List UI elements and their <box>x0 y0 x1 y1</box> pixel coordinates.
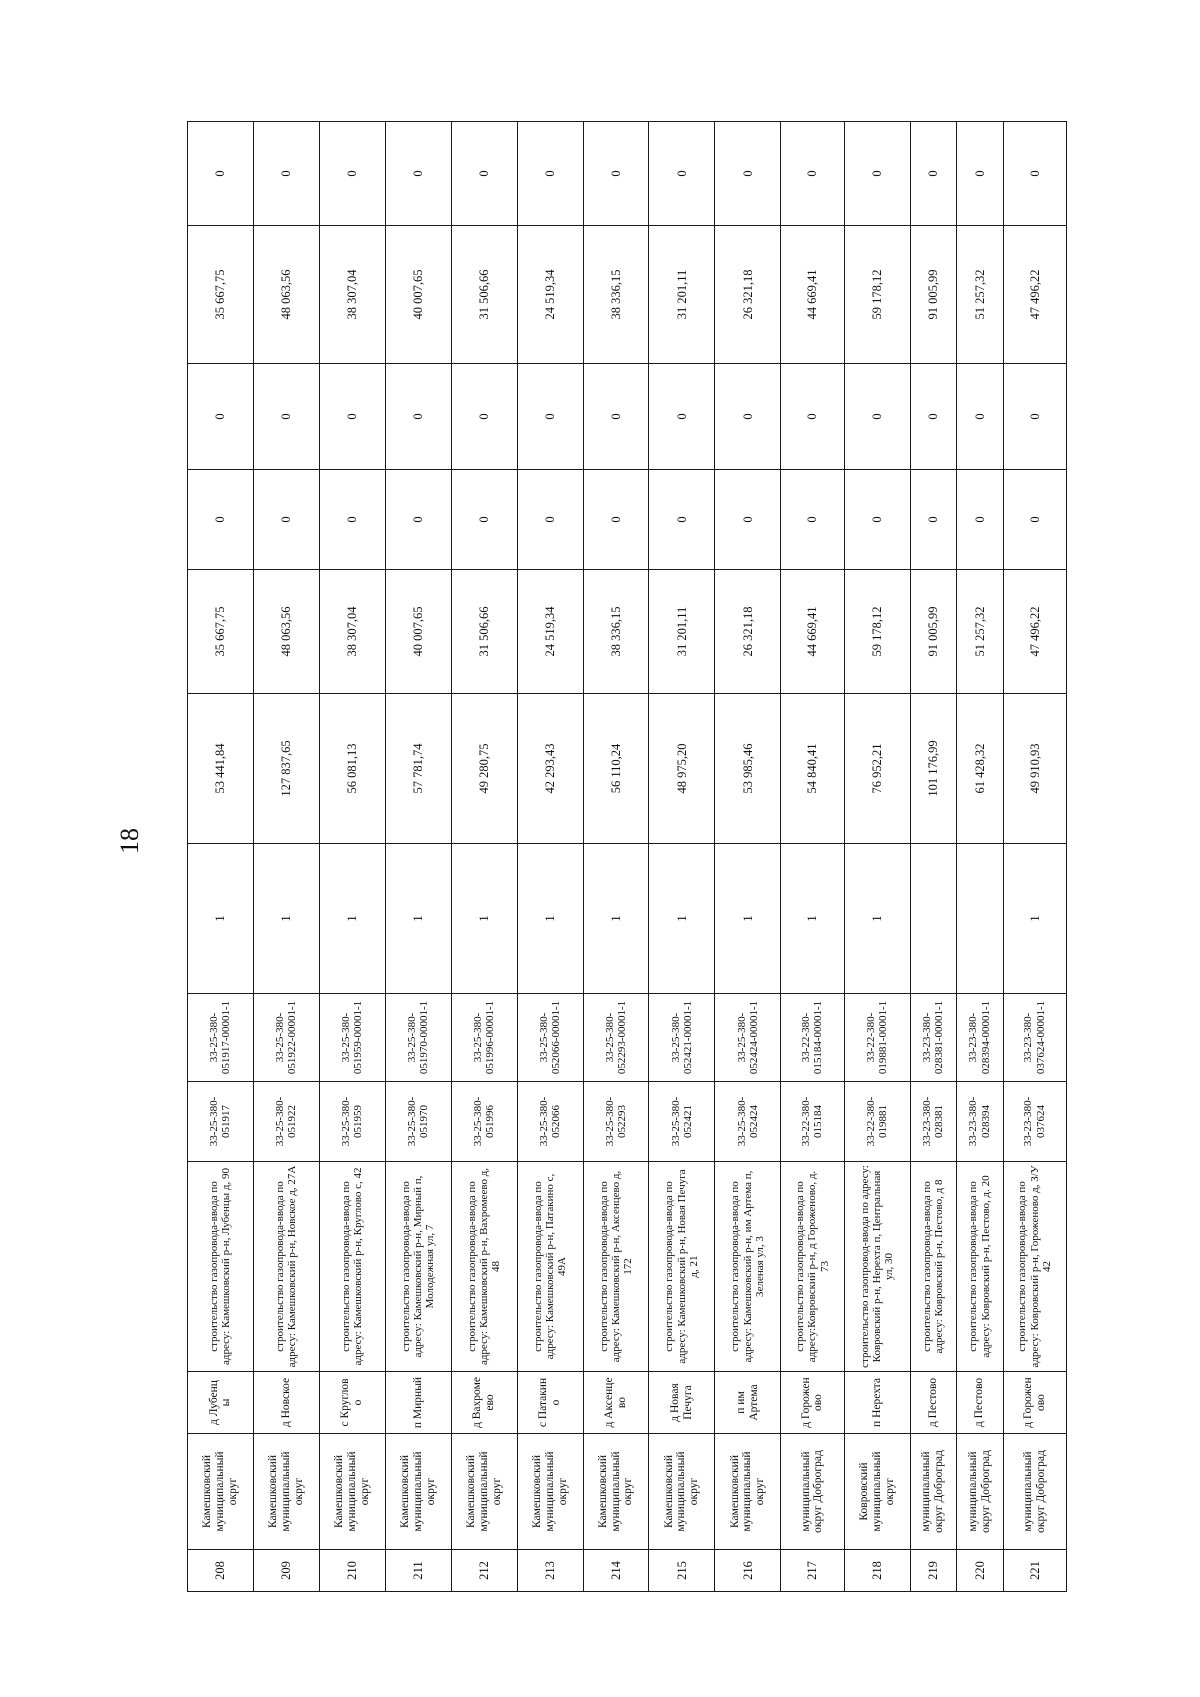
work-description-cell: строительство газопровода-ввода по адресу: Камешковский р-н, им Артема п, Зеленая ул, 3 <box>715 1162 781 1372</box>
object-code-cell: 33-25-380-052421 <box>649 1082 715 1162</box>
settlement-cell: д Пестово <box>910 1372 956 1434</box>
amount-cell-5: 0 <box>451 122 517 226</box>
settlement-cell: с Патакин о <box>517 1372 583 1434</box>
object-code-cell: 33-25-380-052293 <box>583 1082 649 1162</box>
amount-cell-1: 40 007,65 <box>385 570 451 694</box>
quantity-cell: 1 <box>319 844 385 994</box>
amount-cell-1: 59 178,12 <box>844 570 910 694</box>
object-full-code-cell: 33-25-380-051959-00001-1 <box>319 994 385 1082</box>
amount-cell-1: 26 321,18 <box>715 570 781 694</box>
object-full-code-cell: 33-23-380-028394-00001-1 <box>957 994 1003 1082</box>
amount-cell-5: 0 <box>957 122 1003 226</box>
object-code-cell: 33-25-380-051970 <box>385 1082 451 1162</box>
table-row <box>1003 122 1066 1592</box>
row-number-cell: 215 <box>649 1550 715 1592</box>
quantity-cell: 1 <box>583 844 649 994</box>
municipality-cell: муниципальный округ Доброград <box>1003 1434 1066 1550</box>
amount-cell-1: 44 669,41 <box>781 570 844 694</box>
total-cost-cell: 61 428,32 <box>957 694 1003 844</box>
total-cost-cell: 53 441,84 <box>188 694 254 844</box>
amount-cell-4: 48 063,56 <box>253 226 319 364</box>
table-row <box>957 122 1003 1592</box>
municipality-cell: Камешковский муниципальный округ <box>451 1434 517 1550</box>
amount-cell-4: 38 307,04 <box>319 226 385 364</box>
amount-cell-3: 0 <box>517 364 583 470</box>
total-cost-cell: 49 280,75 <box>451 694 517 844</box>
row-number-cell: 209 <box>253 1550 319 1592</box>
work-description-cell: строительство газопровода-ввода по адресу: Камешковский р-н, Круглово с, 42 <box>319 1162 385 1372</box>
row-number-cell: 220 <box>957 1550 1003 1592</box>
settlement-cell: д Вахроме ево <box>451 1372 517 1434</box>
total-cost-cell: 54 840,41 <box>781 694 844 844</box>
work-description-cell: строительство газопровода-ввода по адресу: Камешковский р-н, Новая Печуга д, 21 <box>649 1162 715 1372</box>
amount-cell-4: 35 667,75 <box>188 226 254 364</box>
table-row <box>517 122 583 1592</box>
amount-cell-2: 0 <box>385 470 451 570</box>
total-cost-cell: 49 910,93 <box>1003 694 1066 844</box>
work-description-cell: строительство газопровода-ввода по адресу:Ковровский р-н, д Гороженово, д. 73 <box>781 1162 844 1372</box>
amount-cell-4: 24 519,34 <box>517 226 583 364</box>
municipality-cell: Камешковский муниципальный округ <box>517 1434 583 1550</box>
rotated-table-container <box>187 122 1067 1592</box>
amount-cell-4: 31 201,11 <box>649 226 715 364</box>
amount-cell-2: 0 <box>649 470 715 570</box>
amount-cell-5: 0 <box>385 122 451 226</box>
amount-cell-3: 0 <box>781 364 844 470</box>
amount-cell-2: 0 <box>517 470 583 570</box>
row-number-cell: 213 <box>517 1550 583 1592</box>
amount-cell-5: 0 <box>1003 122 1066 226</box>
table-row <box>319 122 385 1592</box>
amount-cell-2: 0 <box>957 470 1003 570</box>
object-code-cell: 33-25-380-051959 <box>319 1082 385 1162</box>
work-description-cell: строительство газопровода-ввода по адресу: Камешковский р-н, Аксенцево д, 172 <box>583 1162 649 1372</box>
object-full-code-cell: 33-25-380-051917-00001-1 <box>188 994 254 1082</box>
quantity-cell: 1 <box>715 844 781 994</box>
table-row <box>715 122 781 1592</box>
amount-cell-2: 0 <box>583 470 649 570</box>
work-description-cell: строительство газопровод-ввода по адресу: Ковровский р-н, Нерехта п, Центральная ул, 30 <box>844 1162 910 1372</box>
work-description-cell: строительство газопровода-ввода по адресу: Камешковский р-н, Патакино с, 49А <box>517 1162 583 1372</box>
municipality-cell: Ковровский муниципальный округ <box>844 1434 910 1550</box>
work-description-cell: строительство газопровода-ввода по адресу: Камешковский р-н, Лубенцы д, 90 <box>188 1162 254 1372</box>
total-cost-cell: 101 176,99 <box>910 694 956 844</box>
object-full-code-cell: 33-25-380-052424-00001-1 <box>715 994 781 1082</box>
settlement-cell: д Новая Печуга <box>649 1372 715 1434</box>
work-description-cell: строительство газопровода-ввода по адресу: Камешковский р-н, Мирный п, Молодежная ул, 7 <box>385 1162 451 1372</box>
settlement-cell: д Новское <box>253 1372 319 1434</box>
row-number-cell: 216 <box>715 1550 781 1592</box>
total-cost-cell: 76 952,21 <box>844 694 910 844</box>
total-cost-cell: 56 081,13 <box>319 694 385 844</box>
settlement-cell: д Горожен ово <box>1003 1372 1066 1434</box>
municipality-cell: Камешковский муниципальный округ <box>715 1434 781 1550</box>
quantity-cell: 1 <box>385 844 451 994</box>
object-code-cell: 33-22-380-015184 <box>781 1082 844 1162</box>
object-full-code-cell: 33-25-380-051996-00001-1 <box>451 994 517 1082</box>
table-row <box>781 122 844 1592</box>
object-code-cell: 33-25-380-052424 <box>715 1082 781 1162</box>
amount-cell-3: 0 <box>583 364 649 470</box>
amount-cell-1: 38 307,04 <box>319 570 385 694</box>
amount-cell-2: 0 <box>715 470 781 570</box>
amount-cell-1: 31 201,11 <box>649 570 715 694</box>
amount-cell-1: 51 257,32 <box>957 570 1003 694</box>
object-full-code-cell: 33-25-380-051970-00001-1 <box>385 994 451 1082</box>
object-full-code-cell: 33-23-380-037624-00001-1 <box>1003 994 1066 1082</box>
row-number-cell: 221 <box>1003 1550 1066 1592</box>
amount-cell-3: 0 <box>451 364 517 470</box>
municipality-cell: муниципальный округ Доброград <box>957 1434 1003 1550</box>
amount-cell-2: 0 <box>844 470 910 570</box>
object-full-code-cell: 33-22-380-015184-00001-1 <box>781 994 844 1082</box>
amount-cell-1: 91 005,99 <box>910 570 956 694</box>
object-code-cell: 33-22-380-019881 <box>844 1082 910 1162</box>
amount-cell-3: 0 <box>844 364 910 470</box>
total-cost-cell: 127 837,65 <box>253 694 319 844</box>
table-row <box>451 122 517 1592</box>
quantity-cell: 1 <box>517 844 583 994</box>
settlement-cell: с Круглов о <box>319 1372 385 1434</box>
amount-cell-5: 0 <box>253 122 319 226</box>
work-description-cell: строительство газопровода-ввода по адресу: Ковровский р-н, Пестово, д 8 <box>910 1162 956 1372</box>
settlement-cell: п Нерехта <box>844 1372 910 1434</box>
amount-cell-3: 0 <box>715 364 781 470</box>
municipality-cell: Камешковский муниципальный округ <box>319 1434 385 1550</box>
amount-cell-5: 0 <box>319 122 385 226</box>
amount-cell-2: 0 <box>910 470 956 570</box>
object-code-cell: 33-25-380-052066 <box>517 1082 583 1162</box>
object-full-code-cell: 33-25-380-052421-00001-1 <box>649 994 715 1082</box>
object-full-code-cell: 33-25-380-052293-00001-1 <box>583 994 649 1082</box>
municipality-cell: Камешковский муниципальный округ <box>649 1434 715 1550</box>
object-full-code-cell: 33-22-380-019881-00001-1 <box>844 994 910 1082</box>
amount-cell-4: 47 496,22 <box>1003 226 1066 364</box>
settlement-cell: д Лубенц ы <box>188 1372 254 1434</box>
amount-cell-3: 0 <box>910 364 956 470</box>
row-number-cell: 214 <box>583 1550 649 1592</box>
amount-cell-4: 31 506,66 <box>451 226 517 364</box>
amount-cell-2: 0 <box>1003 470 1066 570</box>
amount-cell-1: 38 336,15 <box>583 570 649 694</box>
amount-cell-1: 47 496,22 <box>1003 570 1066 694</box>
amount-cell-2: 0 <box>253 470 319 570</box>
quantity-cell: 1 <box>451 844 517 994</box>
amount-cell-3: 0 <box>385 364 451 470</box>
municipality-cell: муниципальный округ Доброград <box>910 1434 956 1550</box>
table-row <box>253 122 319 1592</box>
settlement-cell: д Пестово <box>957 1372 1003 1434</box>
total-cost-cell: 56 110,24 <box>583 694 649 844</box>
quantity-cell: 1 <box>781 844 844 994</box>
amount-cell-4: 40 007,65 <box>385 226 451 364</box>
amount-cell-3: 0 <box>649 364 715 470</box>
object-code-cell: 33-25-380-051922 <box>253 1082 319 1162</box>
row-number-cell: 212 <box>451 1550 517 1592</box>
object-code-cell: 33-23-380-037624 <box>1003 1082 1066 1162</box>
amount-cell-4: 59 178,12 <box>844 226 910 364</box>
page-number: 18 <box>115 828 144 854</box>
quantity-cell: 1 <box>188 844 254 994</box>
row-number-cell: 217 <box>781 1550 844 1592</box>
amount-cell-3: 0 <box>1003 364 1066 470</box>
amount-cell-4: 91 005,99 <box>910 226 956 364</box>
quantity-cell: 1 <box>1003 844 1066 994</box>
table-row <box>385 122 451 1592</box>
settlement-cell: д Аксенце во <box>583 1372 649 1434</box>
municipality-cell: муниципальный округ Доброград <box>781 1434 844 1550</box>
quantity-cell: 1 <box>649 844 715 994</box>
row-number-cell: 218 <box>844 1550 910 1592</box>
amount-cell-5: 0 <box>583 122 649 226</box>
amount-cell-2: 0 <box>188 470 254 570</box>
total-cost-cell: 42 293,43 <box>517 694 583 844</box>
amount-cell-1: 35 667,75 <box>188 570 254 694</box>
object-full-code-cell: 33-23-380-028381-00001-1 <box>910 994 956 1082</box>
object-full-code-cell: 33-25-380-051922-00001-1 <box>253 994 319 1082</box>
quantity-cell: 1 <box>253 844 319 994</box>
object-code-cell: 33-25-380-051917 <box>188 1082 254 1162</box>
amount-cell-5: 0 <box>715 122 781 226</box>
amount-cell-3: 0 <box>957 364 1003 470</box>
amount-cell-4: 51 257,32 <box>957 226 1003 364</box>
amount-cell-4: 26 321,18 <box>715 226 781 364</box>
total-cost-cell: 53 985,46 <box>715 694 781 844</box>
total-cost-cell: 48 975,20 <box>649 694 715 844</box>
quantity-cell <box>910 844 956 994</box>
work-description-cell: строительство газопровода-ввода по адресу: Камешковский р-н, Вахромеево д, 48 <box>451 1162 517 1372</box>
amount-cell-2: 0 <box>451 470 517 570</box>
amount-cell-2: 0 <box>319 470 385 570</box>
quantity-cell: 1 <box>844 844 910 994</box>
municipality-cell: Камешковский муниципальный округ <box>188 1434 254 1550</box>
row-number-cell: 208 <box>188 1550 254 1592</box>
amount-cell-5: 0 <box>517 122 583 226</box>
amount-cell-3: 0 <box>188 364 254 470</box>
settlement-cell: п Мирный <box>385 1372 451 1434</box>
municipality-cell: Камешковский муниципальный округ <box>385 1434 451 1550</box>
amount-cell-4: 44 669,41 <box>781 226 844 364</box>
object-code-cell: 33-23-380-028381 <box>910 1082 956 1162</box>
amount-cell-5: 0 <box>844 122 910 226</box>
quantity-cell <box>957 844 1003 994</box>
table-row <box>188 122 254 1592</box>
data-table <box>187 121 1067 1592</box>
municipality-cell: Камешковский муниципальный округ <box>253 1434 319 1550</box>
object-code-cell: 33-23-380-028394 <box>957 1082 1003 1162</box>
table-row <box>910 122 956 1592</box>
settlement-cell: д Горожен ово <box>781 1372 844 1434</box>
row-number-cell: 211 <box>385 1550 451 1592</box>
amount-cell-1: 48 063,56 <box>253 570 319 694</box>
municipality-cell: Камешковский муниципальный округ <box>583 1434 649 1550</box>
amount-cell-5: 0 <box>910 122 956 226</box>
amount-cell-5: 0 <box>188 122 254 226</box>
amount-cell-1: 24 519,34 <box>517 570 583 694</box>
settlement-cell: п им Артема <box>715 1372 781 1434</box>
table-row <box>649 122 715 1592</box>
amount-cell-1: 31 506,66 <box>451 570 517 694</box>
amount-cell-5: 0 <box>649 122 715 226</box>
table-row <box>844 122 910 1592</box>
total-cost-cell: 57 781,74 <box>385 694 451 844</box>
amount-cell-3: 0 <box>319 364 385 470</box>
amount-cell-4: 38 336,15 <box>583 226 649 364</box>
object-full-code-cell: 33-25-380-052066-00001-1 <box>517 994 583 1082</box>
work-description-cell: строительство газопровода-ввода по адресу: Камешковский р-н, Новское д, 27А <box>253 1162 319 1372</box>
work-description-cell: строительство газопровода-ввода по адресу: Ковровский р-н, Пестово, д. 20 <box>957 1162 1003 1372</box>
object-code-cell: 33-25-380-051996 <box>451 1082 517 1162</box>
work-description-cell: строительство газопровода-ввода по адресу: Ковровский р-н, Гороженово д, З/У 42 <box>1003 1162 1066 1372</box>
row-number-cell: 219 <box>910 1550 956 1592</box>
amount-cell-3: 0 <box>253 364 319 470</box>
table-body <box>188 122 1067 1592</box>
amount-cell-2: 0 <box>781 470 844 570</box>
row-number-cell: 210 <box>319 1550 385 1592</box>
amount-cell-5: 0 <box>781 122 844 226</box>
table-row <box>583 122 649 1592</box>
